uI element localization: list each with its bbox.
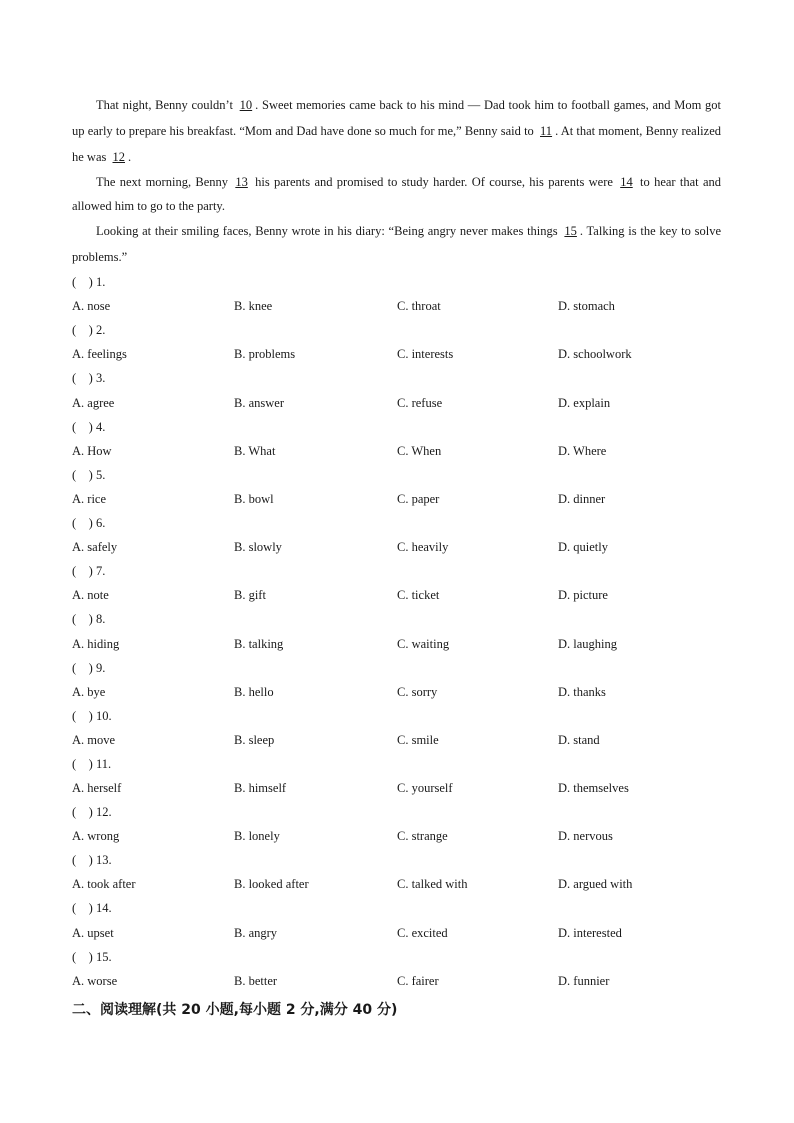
question-label: ( ) 9.: [72, 660, 106, 675]
option-c: C. sorry: [397, 684, 438, 699]
question-item: [72, 511, 721, 559]
question-label: ( ) 10.: [72, 708, 112, 723]
option-c: C. paper: [397, 491, 440, 506]
question-item: [72, 704, 721, 752]
option-c: C. throat: [397, 299, 441, 314]
option-b: B. angry: [234, 925, 278, 940]
option-b: B. slowly: [234, 540, 282, 555]
question-label: ( ) 3.: [72, 371, 106, 386]
passage-text: Looking at their smiling faces, Benny wrote in his diary: “Being angry never makes things: [96, 224, 562, 238]
option-d: D. schoolwork: [558, 347, 632, 362]
option-d: D. interested: [558, 925, 622, 940]
question-label: ( ) 4.: [72, 419, 106, 434]
passage-text: That night, Benny couldn’t: [96, 98, 237, 112]
options-row: [72, 583, 721, 607]
question-label: ( ) 13.: [72, 853, 112, 868]
option-a: A. herself: [72, 781, 122, 796]
passage-text: . Talking is the key to solve problems.”: [72, 224, 722, 264]
options-row: [72, 728, 721, 752]
option-b: B. sleep: [234, 732, 275, 747]
option-b: B. What: [234, 443, 276, 458]
question-label: ( ) 5.: [72, 467, 106, 482]
option-a: A. How: [72, 443, 112, 458]
blank-15: 15: [564, 224, 577, 238]
question-label: ( ) 12.: [72, 805, 112, 820]
option-c: C. ticket: [397, 588, 440, 603]
passage-text: . At that moment, Benny realized he was: [72, 124, 721, 164]
question-label: ( ) 14.: [72, 901, 112, 916]
blank-13: 13: [235, 175, 248, 189]
option-d: D. funnier: [558, 973, 610, 988]
option-a: A. took after: [72, 877, 136, 892]
question-item: [72, 270, 721, 318]
passage-paragraph-1: [72, 92, 721, 170]
option-a: A. note: [72, 588, 109, 603]
options-row: [72, 921, 721, 945]
option-a: A. move: [72, 732, 116, 747]
option-c: C. yourself: [397, 781, 453, 796]
question-item: [72, 848, 721, 896]
passage-text: The next morning, Benny: [96, 175, 233, 189]
options-row: [72, 535, 721, 559]
blank-12: 12: [112, 150, 125, 164]
passage-text: . Sweet memories came back to his mind — Dad took him to football games, and Mom got up early to prepare his breakfast. “Mom and Dad have done so much for me,” Benny said to: [72, 98, 721, 138]
question-item: [72, 945, 721, 993]
option-a: A. bye: [72, 684, 106, 699]
exam-page: [72, 92, 721, 1023]
options-row: [72, 680, 721, 704]
option-b: B. better: [234, 973, 278, 988]
option-d: D. themselves: [558, 781, 629, 796]
question-label: ( ) 7.: [72, 564, 106, 579]
options-row: [72, 342, 721, 366]
option-d: D. Where: [558, 443, 607, 458]
question-item: [72, 366, 721, 414]
options-row: [72, 487, 721, 511]
option-b: B. answer: [234, 395, 284, 410]
option-b: B. problems: [234, 347, 296, 362]
option-d: D. thanks: [558, 684, 606, 699]
passage-paragraph-2: [72, 170, 721, 218]
option-c: C. strange: [397, 829, 448, 844]
options-row: [72, 969, 721, 993]
question-label: ( ) 15.: [72, 949, 112, 964]
option-a: A. feelings: [72, 347, 127, 362]
option-c: C. interests: [397, 347, 454, 362]
question-item: [72, 318, 721, 366]
section-heading: 二、阅读理解(共 20 小题,每小题 2 分,满分 40 分): [72, 1001, 398, 1018]
option-b: B. hello: [234, 684, 274, 699]
option-c: C. heavily: [397, 540, 449, 555]
question-item: [72, 607, 721, 655]
option-a: A. hiding: [72, 636, 120, 651]
option-a: A. rice: [72, 491, 107, 506]
question-item: [72, 896, 721, 944]
option-c: C. When: [397, 443, 442, 458]
options-row: [72, 294, 721, 318]
question-label: ( ) 2.: [72, 323, 106, 338]
passage-text: .: [128, 150, 132, 164]
option-a: A. safely: [72, 540, 118, 555]
blank-10: 10: [239, 98, 253, 112]
option-a: A. agree: [72, 395, 115, 410]
option-b: B. talking: [234, 636, 284, 651]
question-label: ( ) 8.: [72, 612, 106, 627]
options-row: [72, 872, 721, 896]
question-label: ( ) 11.: [72, 756, 112, 771]
option-b: B. looked after: [234, 877, 309, 892]
option-d: D. quietly: [558, 540, 608, 555]
question-label: ( ) 6.: [72, 515, 106, 530]
option-a: A. upset: [72, 925, 114, 940]
question-item: [72, 463, 721, 511]
passage-text: to hear that and allowed him to go to the party.: [72, 175, 721, 213]
passage-text: his parents and promised to study harder. Of course, his parents were: [250, 175, 618, 189]
option-b: B. knee: [234, 299, 273, 314]
options-row: [72, 776, 721, 800]
option-a: A. wrong: [72, 829, 120, 844]
option-b: B. gift: [234, 588, 266, 603]
option-d: D. stand: [558, 732, 600, 747]
option-d: D. explain: [558, 395, 611, 410]
passage-paragraph-3: [72, 218, 721, 270]
option-d: D. picture: [558, 588, 608, 603]
question-item: [72, 415, 721, 463]
question-item: [72, 656, 721, 704]
question-label: ( ) 1.: [72, 275, 106, 289]
option-c: C. smile: [397, 732, 439, 747]
question-item: [72, 800, 721, 848]
option-b: B. bowl: [234, 491, 274, 506]
option-a: A. worse: [72, 973, 118, 988]
options-row: [72, 391, 721, 415]
question-item: [72, 559, 721, 607]
options-row: [72, 632, 721, 656]
blank-11: 11: [540, 124, 553, 138]
option-d: D. nervous: [558, 829, 613, 844]
option-a: A. nose: [72, 299, 111, 314]
option-c: C. refuse: [397, 395, 443, 410]
option-c: C. talked with: [397, 877, 468, 892]
option-c: C. waiting: [397, 636, 450, 651]
option-d: D. laughing: [558, 636, 618, 651]
option-b: B. himself: [234, 781, 287, 796]
options-row: [72, 439, 721, 463]
question-list: [72, 270, 721, 993]
option-d: D. stomach: [558, 299, 615, 314]
option-c: C. excited: [397, 925, 448, 940]
option-c: C. fairer: [397, 973, 439, 988]
options-row: [72, 824, 721, 848]
question-item: [72, 752, 721, 800]
option-d: D. dinner: [558, 491, 606, 506]
option-b: B. lonely: [234, 829, 280, 844]
option-d: D. argued with: [558, 877, 633, 892]
blank-14: 14: [620, 175, 633, 189]
